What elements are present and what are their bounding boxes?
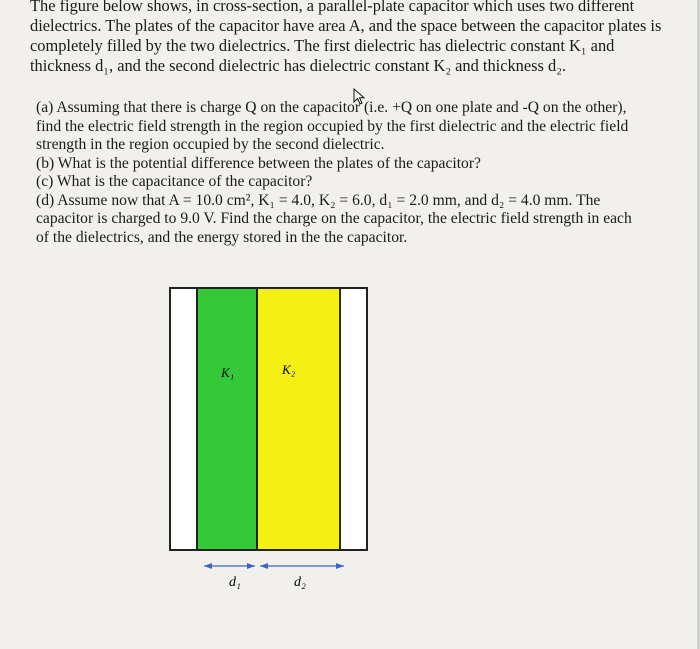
question-d-line: capacitor is charged to 9.0 V. Find the charge on the capacitor, the electric field strength in each xyxy=(36,210,632,227)
question-d-line: of the dielectrics, and the energy stored in the the capacitor. xyxy=(36,228,408,246)
question-a-line: strength in the region occupied by the second dielectric. xyxy=(36,136,385,153)
d2-dimension-arrow xyxy=(260,563,344,569)
k1-label: K₁ xyxy=(221,365,235,380)
dielectric-2 xyxy=(257,288,340,550)
question-c: (c) What is the capacitance of the capacitor? xyxy=(36,173,313,190)
question-a-line: find the electric field strength in the region occupied by the first dielectric and the electric field xyxy=(36,117,629,135)
intro-line: completely filled by the two dielectrics. The first dielectric has dielectric constant K₁ and xyxy=(30,36,615,55)
d2-label: d₂ xyxy=(294,575,306,590)
intro-line: thickness d₁, and the second dielectric has dielectric constant K₂ and thickness d₂. xyxy=(30,56,567,75)
d1-label: d₁ xyxy=(229,575,241,590)
right-plate xyxy=(340,288,367,550)
d1-dimension-arrow xyxy=(204,563,255,569)
dielectric-1 xyxy=(197,288,257,550)
k2-label: K₂ xyxy=(282,362,296,377)
question-b: (b) What is the potential difference between the plates of the capacitor? xyxy=(36,154,481,172)
intro-line: dielectrics. The plates of the capacitor have area A, and the space between the capacitor plates is xyxy=(30,16,662,35)
question-d-line: (d) Assume now that A = 10.0 cm², K₁ = 4.0, K₂ = 6.0, d₁ = 2.0 mm, and d₂ = 4.0 mm. The xyxy=(36,191,601,209)
intro-line: The figure below shows, in cross-section, a parallel-plate capacitor which uses two different xyxy=(30,0,635,15)
question-a-line: (a) Assuming that there is charge Q on the capacitor (i.e. +Q on one plate and -Q on the other), xyxy=(36,99,627,116)
left-plate xyxy=(170,288,197,550)
